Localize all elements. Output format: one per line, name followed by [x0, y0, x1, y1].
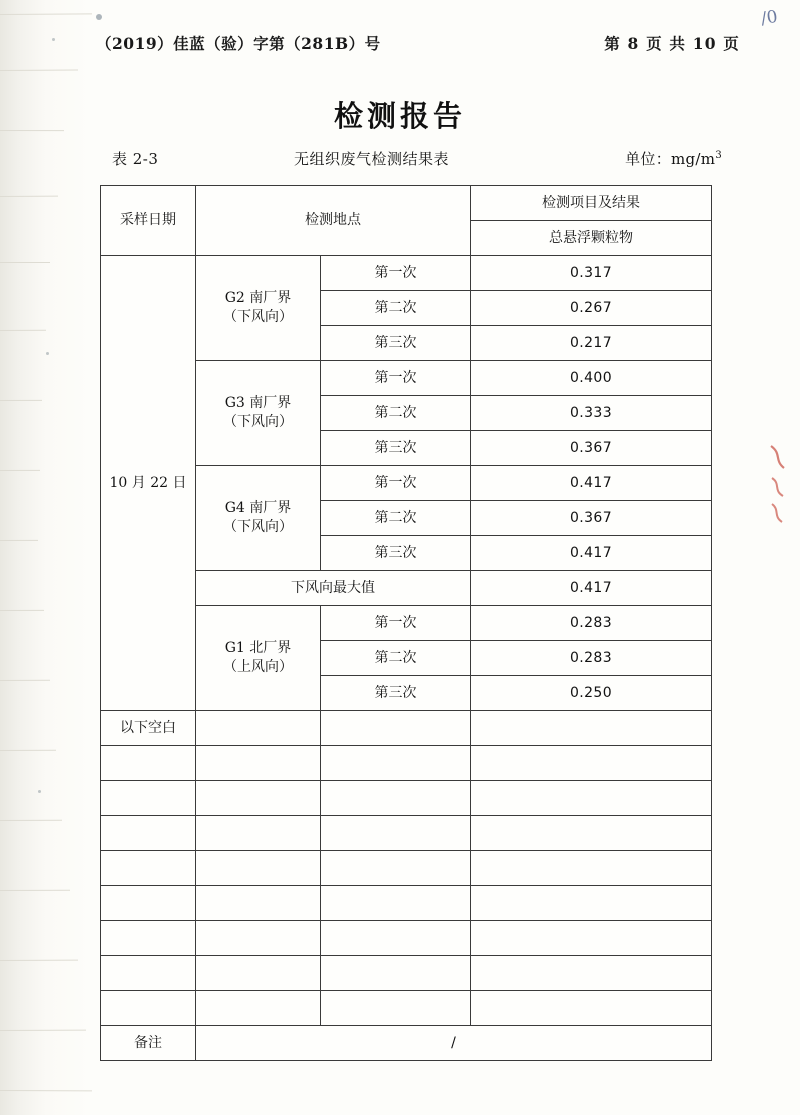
- cell-empty: [196, 746, 321, 781]
- header-location: 检测地点: [196, 186, 471, 256]
- speck: [38, 790, 41, 793]
- cell-empty: [101, 921, 196, 956]
- cell-empty: [321, 921, 471, 956]
- cell-downwind-max-value: 0.417: [471, 571, 712, 606]
- cell-run: 第二次: [321, 396, 471, 431]
- cell-empty: [321, 781, 471, 816]
- results-table: [100, 185, 712, 1061]
- cell-run: 第一次: [321, 361, 471, 396]
- cell-run: 第一次: [321, 256, 471, 291]
- cell-value: 0.417: [471, 466, 712, 501]
- cell-downwind-max-label: 下风向最大值: [196, 571, 471, 606]
- table-row-blank-marker: [101, 711, 712, 746]
- table-row-empty: [101, 886, 712, 921]
- cell-run: 第二次: [321, 641, 471, 676]
- cell-empty: [471, 746, 712, 781]
- cell-value: 0.267: [471, 291, 712, 326]
- table-row-empty: [101, 781, 712, 816]
- cell-value: 0.283: [471, 641, 712, 676]
- document-header: [96, 32, 740, 54]
- cell-empty: [196, 956, 321, 991]
- cell-empty: [101, 746, 196, 781]
- cell-empty: [321, 816, 471, 851]
- cell-location-g2: G2 南厂界 （下风向）: [196, 256, 321, 361]
- cell-value: 0.400: [471, 361, 712, 396]
- cell-empty: [101, 781, 196, 816]
- cell-run: 第二次: [321, 291, 471, 326]
- cell-empty: [471, 921, 712, 956]
- speck: [46, 352, 49, 355]
- page-title: 检测报告: [333, 99, 466, 133]
- table-number: 表 2-3: [112, 150, 159, 168]
- table-row-empty: [101, 851, 712, 886]
- cell-empty: [321, 711, 471, 746]
- cell-blank-label: 以下空白: [101, 711, 196, 746]
- cell-empty: [196, 991, 321, 1026]
- table-header-row-1: [101, 186, 712, 221]
- cell-empty: [101, 886, 196, 921]
- cell-empty: [196, 781, 321, 816]
- cell-empty: [471, 851, 712, 886]
- cell-run: 第三次: [321, 431, 471, 466]
- cell-location-g3: G3 南厂界 （下风向）: [196, 361, 321, 466]
- table-row-empty: [101, 921, 712, 956]
- table-caption: [112, 148, 722, 170]
- cell-empty: [101, 851, 196, 886]
- cell-empty: [321, 956, 471, 991]
- table-name: 无组织废气检测结果表: [294, 150, 450, 168]
- table-row-remark: [101, 1026, 712, 1061]
- cell-value: 0.367: [471, 501, 712, 536]
- cell-value: 0.250: [471, 676, 712, 711]
- cell-empty: [321, 991, 471, 1026]
- cell-empty: [471, 956, 712, 991]
- cell-sample-date: 10 月 22 日: [101, 256, 196, 711]
- table-unit: 单位：$mg/m^3$: [625, 150, 722, 168]
- cell-value: 0.417: [471, 536, 712, 571]
- cell-value: 0.317: [471, 256, 712, 291]
- report-number: （2019）佳蓝（验）字第（281B）号: [96, 34, 381, 53]
- cell-empty: [471, 781, 712, 816]
- cell-value: 0.333: [471, 396, 712, 431]
- cell-empty: [471, 711, 712, 746]
- table-row: [101, 256, 712, 291]
- table-row-empty: [101, 816, 712, 851]
- table-row-empty: [101, 956, 712, 991]
- cell-run: 第一次: [321, 606, 471, 641]
- cell-run: 第三次: [321, 536, 471, 571]
- cell-empty: [321, 851, 471, 886]
- cell-location-g4: G4 南厂界 （下风向）: [196, 466, 321, 571]
- red-pen-mark: [768, 440, 790, 530]
- table-row-empty: [101, 991, 712, 1026]
- cell-empty: [471, 816, 712, 851]
- cell-value: 0.367: [471, 431, 712, 466]
- scan-dot-mark: [96, 14, 102, 20]
- cell-location-g1: G1 北厂界 （上风向）: [196, 606, 321, 711]
- cell-empty: [196, 886, 321, 921]
- cell-empty: [196, 711, 321, 746]
- cell-empty: [471, 886, 712, 921]
- cell-empty: [101, 956, 196, 991]
- cell-empty: [101, 816, 196, 851]
- cell-run: 第三次: [321, 676, 471, 711]
- cell-value: 0.283: [471, 606, 712, 641]
- cell-run: 第一次: [321, 466, 471, 501]
- header-items-results: 检测项目及结果: [471, 186, 712, 221]
- cell-value: 0.217: [471, 326, 712, 361]
- cell-empty: [321, 746, 471, 781]
- cell-empty: [196, 921, 321, 956]
- cell-remark-value: /: [196, 1026, 712, 1061]
- table-row-empty: [101, 746, 712, 781]
- cell-run: 第二次: [321, 501, 471, 536]
- handwritten-page-mark: /0: [760, 6, 780, 30]
- cell-empty: [101, 991, 196, 1026]
- page-number: 第 8 页 共 10 页: [604, 34, 740, 53]
- cell-empty: [321, 886, 471, 921]
- cell-empty: [471, 991, 712, 1026]
- cell-remark-label: 备注: [101, 1026, 196, 1061]
- header-parameter: 总悬浮颗粒物: [471, 221, 712, 256]
- speck: [52, 38, 55, 41]
- cell-run: 第三次: [321, 326, 471, 361]
- cell-empty: [196, 851, 321, 886]
- header-sample-date: 采样日期: [101, 186, 196, 256]
- cell-empty: [196, 816, 321, 851]
